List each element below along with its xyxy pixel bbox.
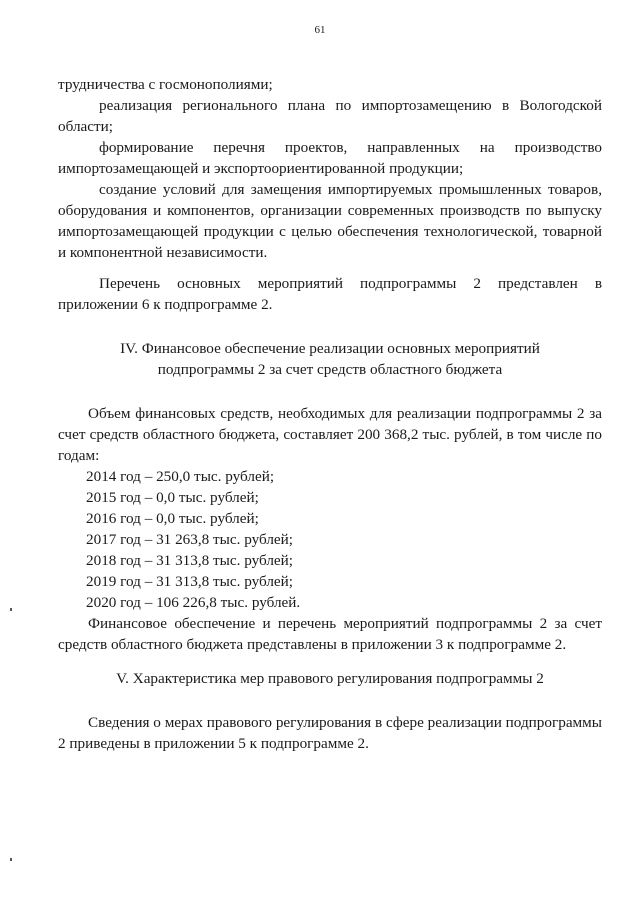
- funding-year-item: 2016 год – 0,0 тыс. рублей;: [86, 510, 259, 527]
- funding-year-item: 2015 год – 0,0 тыс. рублей;: [86, 489, 259, 506]
- paragraph-continuation: трудничества с госмонополиями;: [58, 76, 273, 93]
- funding-year-item: 2017 год – 31 263,8 тыс. рублей;: [86, 531, 294, 548]
- margin-mark: [10, 608, 12, 611]
- paragraph-funding-appendix: Финансовое обеспечение и перечень мероприятий подпрограммы 2 за счет средств областного бюджета представлены в приложении 3 к подпрограмме 2.: [58, 615, 602, 653]
- funding-by-year-list: [58, 466, 602, 613]
- paragraph-activities-list: Перечень основных мероприятий подпрограммы 2 представлен в приложении 6 к подпрограмме 2.: [58, 275, 602, 313]
- paragraph-legal-regulation: Сведения о мерах правового регулирования в сфере реализации подпрограммы 2 приведены в приложении 5 к подпрограмме 2.: [58, 714, 602, 752]
- section-heading-line-2: подпрограммы 2 за счет средств областного бюджета: [157, 361, 503, 378]
- paragraph-funding-volume: Объем финансовых средств, необходимых для реализации подпрограммы 2 за счет средств областного бюджета, составляет 200 368,2 тыс. рублей, в том числе по годам:: [58, 405, 602, 464]
- page-number: 61: [314, 24, 326, 36]
- funding-year-item: 2020 год – 106 226,8 тыс. рублей.: [86, 594, 301, 611]
- section-heading-line-1: IV. Финансовое обеспечение реализации основных мероприятий: [120, 340, 540, 357]
- section-heading-financing: [58, 338, 602, 380]
- paragraph-regional-plan: реализация регионального плана по импортозамещению в Вологодской области;: [58, 97, 602, 135]
- funding-year-item: 2014 год – 250,0 тыс. рублей;: [86, 468, 275, 485]
- funding-year-item: 2019 год – 31 313,8 тыс. рублей;: [86, 573, 294, 590]
- paragraph-project-list: формирование перечня проектов, направленных на производство импортозамещающей и экспортоориентированной продукции;: [58, 139, 602, 177]
- document-body: [58, 74, 602, 754]
- section-heading-legal-regulation: V. Характеристика мер правового регулирования подпрограммы 2: [116, 670, 544, 687]
- margin-mark: [10, 858, 12, 861]
- paragraph-conditions: создание условий для замещения импортируемых промышленных товаров, оборудования и компонентов, организации современных производств по выпуску импортозамещающей продукции с целью обеспечения технологической, товарной и компонентной независимости.: [58, 181, 602, 261]
- funding-year-item: 2018 год – 31 313,8 тыс. рублей;: [86, 552, 294, 569]
